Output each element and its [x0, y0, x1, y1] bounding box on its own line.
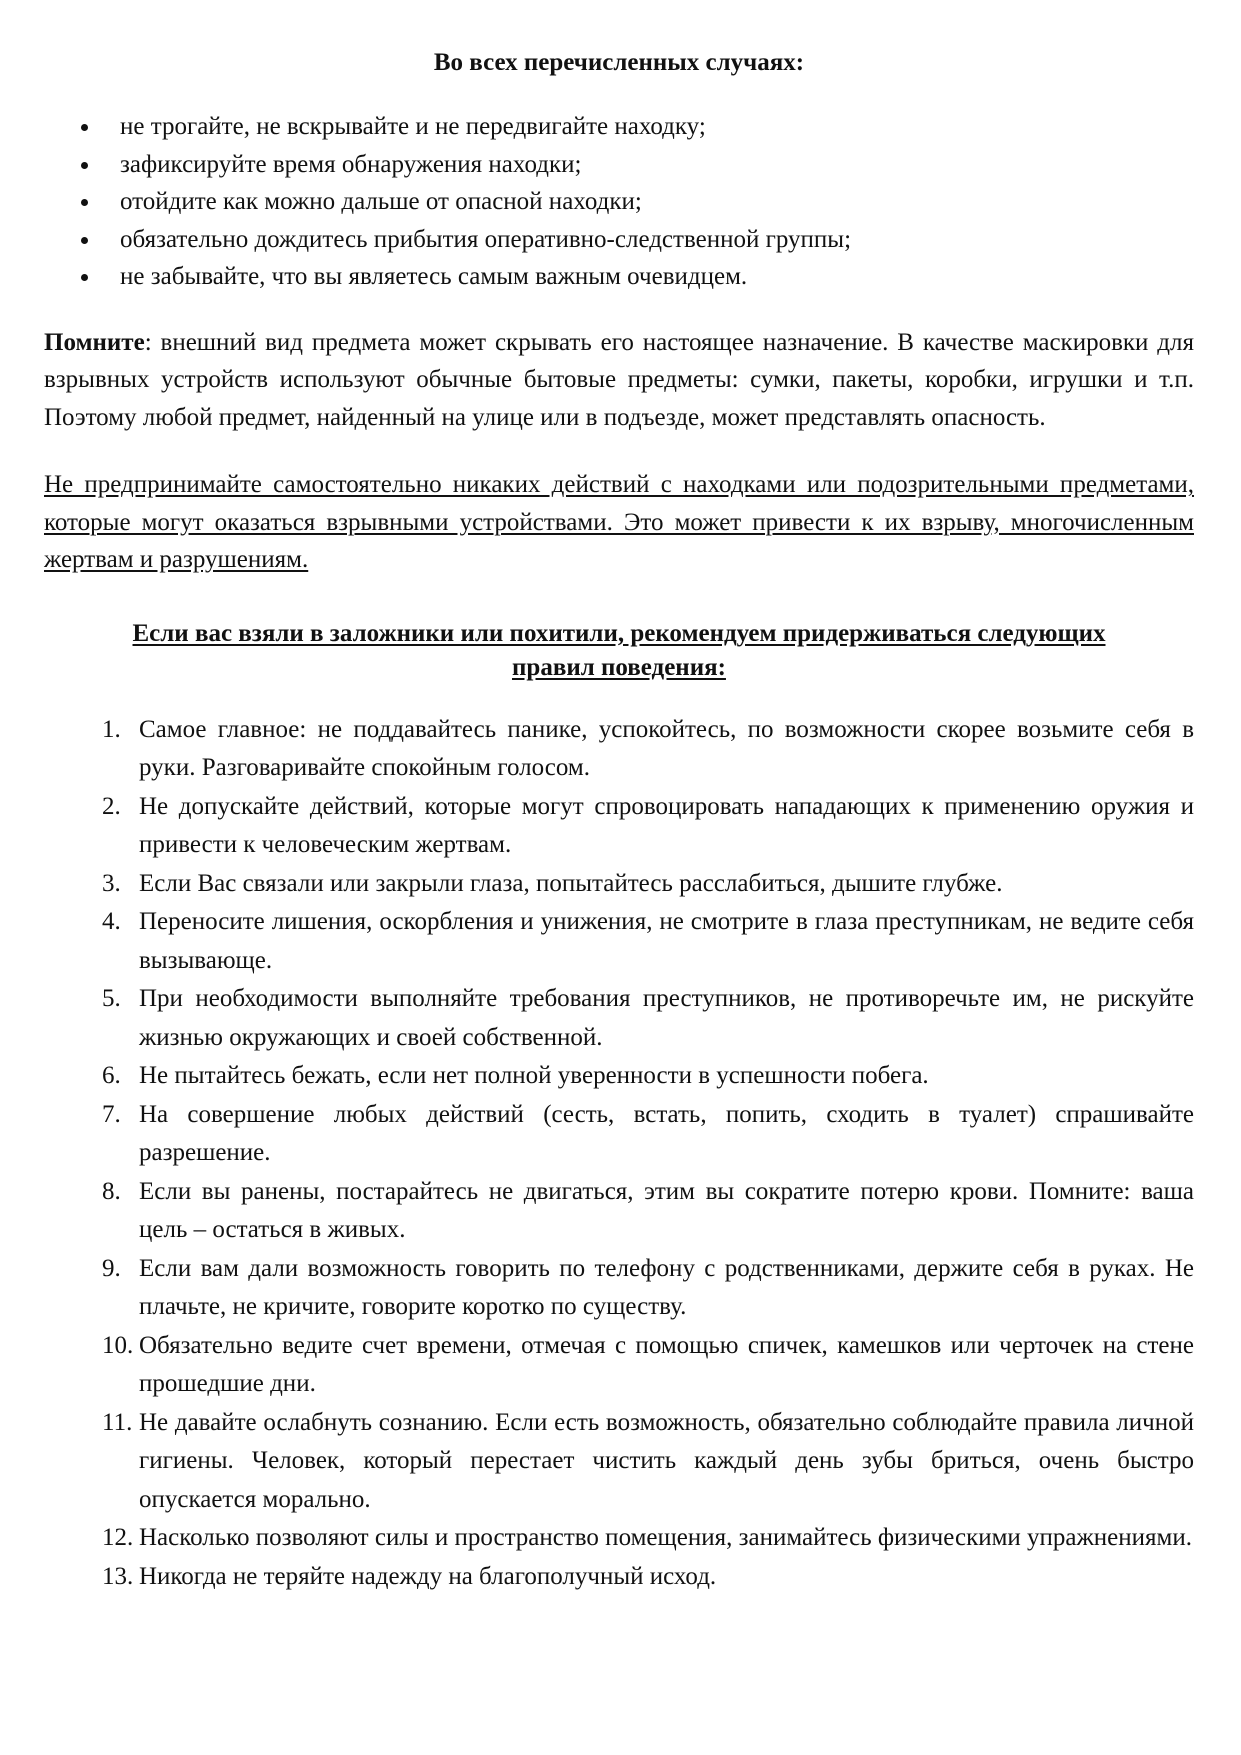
document-page: [44, 36, 1194, 1596]
rule-text: Насколько позволяют силы и пространство помещения, занимайтесь физическими упражнениями.: [139, 1524, 1192, 1551]
rule-number: 2.: [102, 792, 121, 820]
list-item: [44, 1519, 1194, 1558]
list-item: [44, 1327, 1194, 1404]
rule-number: 12.: [102, 1524, 134, 1551]
rule-number: 10.: [102, 1331, 134, 1359]
rule-number: 13.: [102, 1562, 134, 1590]
bullet-text: не трогайте, не вскрывайте и не передвигайте находку;: [120, 113, 706, 140]
rule-number: 1.: [102, 715, 121, 743]
list-item: [44, 183, 1194, 221]
list-item: [44, 903, 1194, 980]
rule-number: 3.: [102, 869, 121, 897]
rule-text: При необходимости выполняйте требования преступников, не противоречьте им, не рискуйте жизнью окружающих и своей собственной.: [139, 985, 1194, 1051]
rule-text: Если вы ранены, постарайтесь не двигаться, этим вы сократите потерю крови. Помните: ваша цель – остаться в живых.: [139, 1177, 1194, 1243]
rule-text: На совершение любых действий (сесть, встать, попить, сходить в туалет) спрашивайте разрешение.: [139, 1100, 1194, 1166]
rule-text: Если вам дали возможность говорить по телефону с родственниками, держите себя в руках. Не плачьте, не кричите, говорите коротко по существу.: [139, 1254, 1194, 1320]
rules-list: [44, 711, 1194, 1597]
hostage-section-title: Если вас взяли в заложники или похитили, рекомендуем придерживаться следующих правил поведения:: [132, 619, 1106, 681]
bullet-text: не забывайте, что вы являетесь самым важным очевидцем.: [120, 263, 748, 290]
list-item: [44, 1173, 1194, 1250]
rule-text: Переносите лишения, оскорбления и унижения, не смотрите в глаза преступникам, не ведите себя вызывающе.: [139, 908, 1194, 974]
rule-number: 7.: [102, 1100, 121, 1128]
rule-text: Обязательно ведите счет времени, отмечая с помощью спичек, камешков или черточек на стене прошедшие дни.: [139, 1331, 1194, 1397]
bullet-icon: [81, 199, 88, 206]
rule-text: Не давайте ослабнуть сознанию. Если есть возможность, обязательно соблюдайте правила личной гигиены. Человек, который перестает чистить каждый день зубы бриться, очень быстро опускается морально.: [139, 1408, 1194, 1513]
list-item: [44, 258, 1194, 296]
bullet-list: [44, 108, 1194, 296]
bullet-icon: [81, 274, 88, 281]
rule-number: 9.: [102, 1254, 121, 1282]
rule-number: 8.: [102, 1177, 121, 1205]
bullet-text: отойдите как можно дальше от опасной находки;: [120, 188, 642, 215]
bullet-icon: [81, 124, 88, 131]
list-item: [44, 1558, 1194, 1597]
rule-number: 11.: [102, 1408, 133, 1436]
list-item: [44, 1057, 1194, 1096]
list-item: [44, 980, 1194, 1057]
list-item: [44, 108, 1194, 146]
list-item: [44, 865, 1194, 904]
rule-text: Никогда не теряйте надежду на благополучный исход.: [139, 1562, 717, 1590]
memo-text: : внешний вид предмета может скрывать его настоящее назначение. В качестве маскировки для взрывных устройств используют обычные бытовые предметы: сумки, пакеты, коробки, игрушки и т.п. Поэтому любой предмет, найденный на улице или в подъезде, может представлять опасность.: [44, 328, 1194, 431]
list-item: [44, 221, 1194, 259]
list-item: [44, 711, 1194, 788]
list-item: [44, 1250, 1194, 1327]
list-item: [44, 146, 1194, 184]
list-item: [44, 788, 1194, 865]
memo-paragraph: [44, 324, 1194, 437]
bullet-text: обязательно дождитесь прибытия оперативно-следственной группы;: [120, 225, 852, 253]
memo-label: Помните: [44, 328, 145, 356]
rule-number: 4.: [102, 908, 121, 935]
rule-text: Если Вас связали или закрыли глаза, попытайтесь расслабиться, дышите глубже.: [139, 869, 1003, 897]
rule-text: Самое главное: не поддавайтесь панике, успокойтесь, по возможности скорее возьмите себя в руки. Разговаривайте спокойным голосом.: [139, 715, 1194, 781]
rule-text: Не пытайтесь бежать, если нет полной уверенности в успешности побега.: [139, 1062, 929, 1089]
list-item: [44, 1096, 1194, 1173]
bullet-icon: [81, 162, 88, 169]
bullet-icon: [81, 237, 88, 244]
rule-number: 5.: [102, 985, 121, 1012]
rule-text: Не допускайте действий, которые могут спровоцировать нападающих к применению оружия и привести к человеческим жертвам.: [139, 792, 1194, 858]
section-heading: Во всех перечисленных случаях:: [433, 49, 805, 76]
bullet-text: зафиксируйте время обнаружения находки;: [120, 150, 582, 178]
list-item: [44, 1404, 1194, 1520]
warning-paragraph: Не предпринимайте самостоятельно никаких действий с находками или подозрительными предметами, которые могут оказаться взрывными устройствами. Это может привести к их взрыву, многочисленным жертвам и разрушениям.: [44, 471, 1194, 573]
rule-number: 6.: [102, 1062, 121, 1089]
